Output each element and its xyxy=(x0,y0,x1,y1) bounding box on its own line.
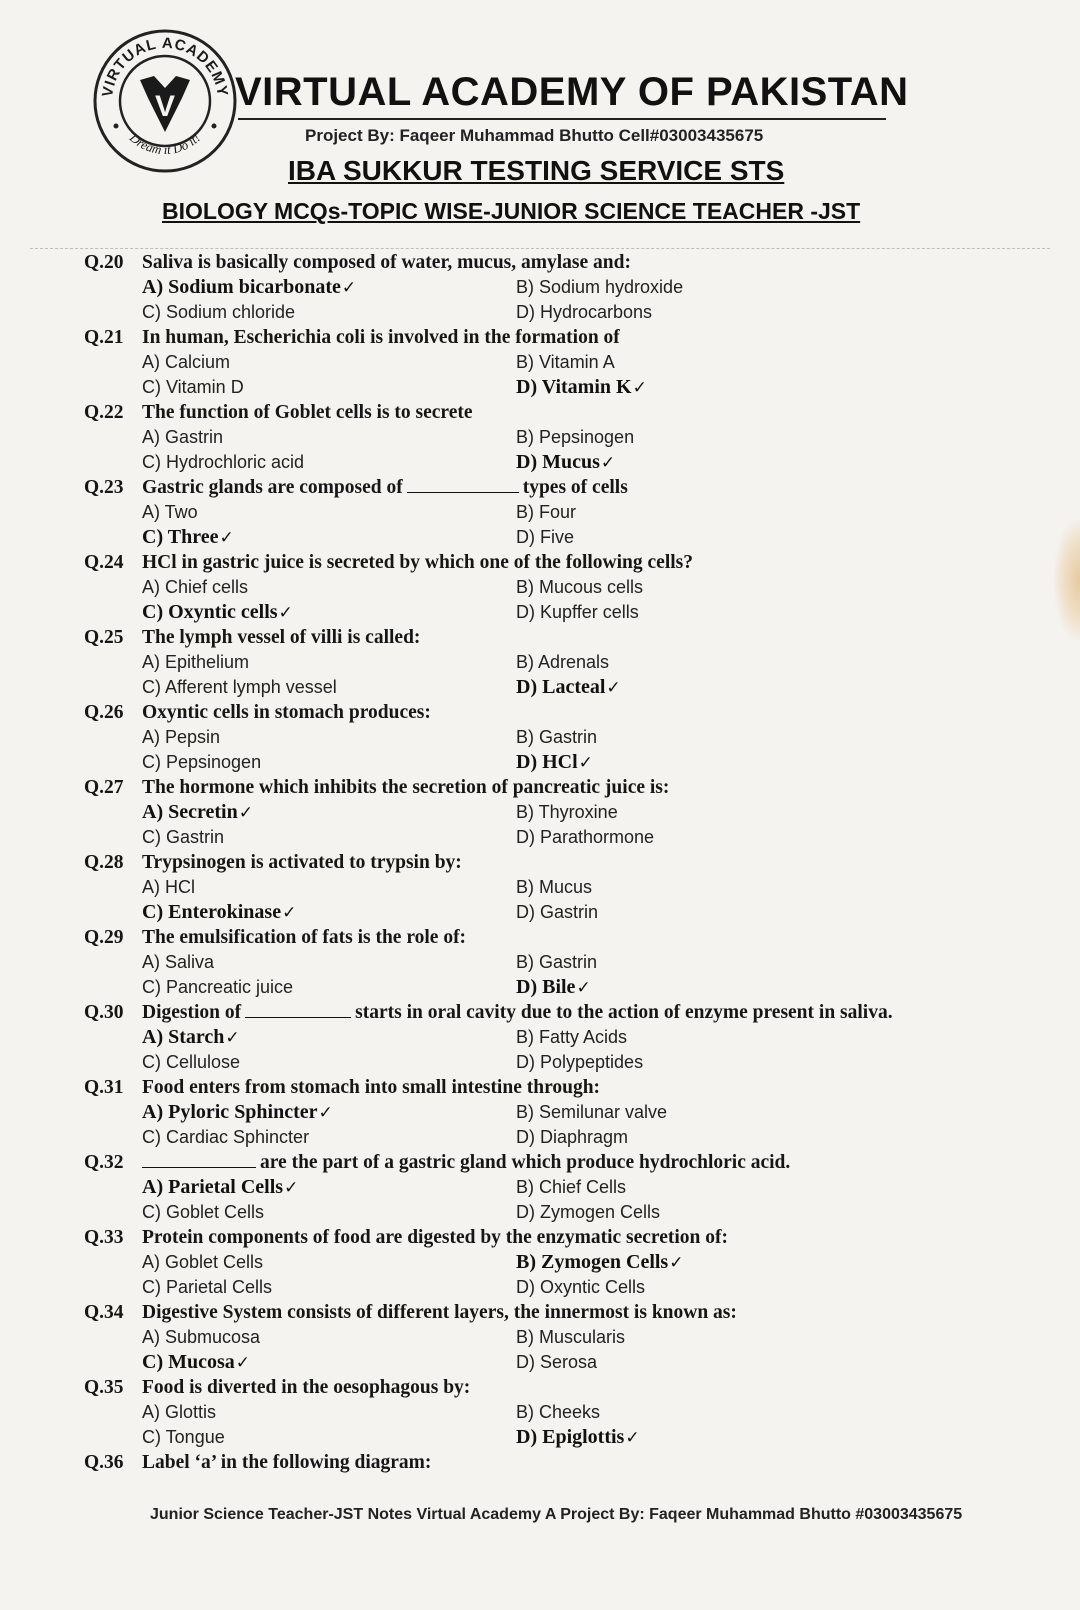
question-number: Q.34 xyxy=(84,1302,124,1323)
option-d xyxy=(516,1125,628,1150)
question-item xyxy=(0,925,1080,1000)
question-text: The lymph vessel of villi is called: xyxy=(142,627,421,648)
option-d xyxy=(516,375,647,401)
option-label: D) HCl xyxy=(516,751,578,773)
option-b xyxy=(516,500,576,525)
option-a xyxy=(142,500,198,525)
option-label: B) Mucus xyxy=(516,877,593,897)
checkmark-icon: ✓ xyxy=(606,678,621,698)
option-c xyxy=(142,1350,250,1376)
option-label: B) Fatty Acids xyxy=(516,1027,628,1047)
option-b xyxy=(516,1025,627,1050)
option-b xyxy=(516,1175,626,1200)
fill-in-blank xyxy=(245,1015,351,1018)
option-label: D) Lacteal xyxy=(516,676,606,698)
question-text-after-blank: types of cells xyxy=(522,477,628,498)
checkmark-icon: ✓ xyxy=(578,753,593,773)
option-a xyxy=(142,1400,216,1425)
option-b xyxy=(516,1250,683,1276)
option-label: D) Mucus xyxy=(516,451,600,473)
option-a xyxy=(142,875,195,900)
subject-heading: BIOLOGY MCQs-TOPIC WISE-JUNIOR SCIENCE TEACHER -JST xyxy=(162,198,861,224)
question-item xyxy=(0,775,1080,850)
question-text: Digestive System consists of different layers, the innermost is known as: xyxy=(142,1302,737,1323)
option-label: B) Chief Cells xyxy=(516,1177,627,1197)
option-d xyxy=(516,525,574,550)
fill-in-blank xyxy=(407,490,519,493)
option-label: D) Polypeptides xyxy=(516,1052,644,1072)
question-item xyxy=(0,475,1080,550)
option-label: A) Pyloric Sphincter xyxy=(142,1101,318,1123)
question-text: Trypsinogen is activated to trypsin by: xyxy=(142,852,462,873)
question-text: Label ‘a’ in the following diagram: xyxy=(142,1452,432,1473)
checkmark-icon: ✓ xyxy=(341,278,357,298)
checkmark-icon: ✓ xyxy=(284,1178,299,1198)
question-item xyxy=(0,550,1080,625)
question-number: Q.28 xyxy=(84,852,124,873)
option-label: C) Gastrin xyxy=(142,827,225,847)
option-label: A) Pepsin xyxy=(142,727,221,747)
option-d xyxy=(516,1350,597,1375)
option-label: C) Sodium chloride xyxy=(142,302,296,322)
option-c xyxy=(142,525,234,551)
option-label: A) Calcium xyxy=(142,352,231,372)
option-a xyxy=(142,1175,298,1201)
option-b xyxy=(516,800,618,825)
question-text xyxy=(142,1000,893,1025)
question-item xyxy=(0,625,1080,700)
checkmark-icon: ✓ xyxy=(282,903,297,923)
question-item xyxy=(0,1150,1080,1225)
option-label: C) Pancreatic juice xyxy=(142,977,294,997)
option-label: D) Gastrin xyxy=(516,902,599,922)
option-label: C) Three xyxy=(142,526,219,548)
question-item xyxy=(0,400,1080,475)
question-text-after-blank: are the part of a gastric gland which produce hydrochloric acid. xyxy=(260,1152,791,1173)
checkmark-icon: ✓ xyxy=(225,1028,240,1048)
option-label: C) Cardiac Sphincter xyxy=(142,1127,310,1147)
option-label: C) Vitamin D xyxy=(142,377,244,397)
option-c xyxy=(142,375,244,400)
question-number: Q.36 xyxy=(84,1452,124,1473)
option-label: C) Tongue xyxy=(142,1427,225,1447)
question-number: Q.32 xyxy=(84,1152,124,1173)
option-label: B) Sodium hydroxide xyxy=(516,277,684,297)
question-text: The emulsification of fats is the role of: xyxy=(142,927,467,948)
question-number: Q.23 xyxy=(84,477,124,498)
option-label: B) Thyroxine xyxy=(516,802,618,822)
question-number: Q.29 xyxy=(84,927,124,948)
option-label: A) Starch xyxy=(142,1026,225,1048)
option-d xyxy=(516,675,621,701)
option-label: C) Parietal Cells xyxy=(142,1277,273,1297)
option-a xyxy=(142,725,220,750)
question-text: In human, Escherichia coli is involved in the formation of xyxy=(142,327,620,348)
question-item xyxy=(0,325,1080,400)
option-label: A) Glottis xyxy=(142,1402,217,1422)
option-a xyxy=(142,800,253,826)
option-label: B) Vitamin A xyxy=(516,352,615,372)
option-b xyxy=(516,650,609,675)
question-number: Q.25 xyxy=(84,627,124,648)
question-item xyxy=(0,250,1080,325)
option-b xyxy=(516,1100,667,1125)
question-text-after-blank: starts in oral cavity due to the action of enzyme present in saliva. xyxy=(355,1002,893,1023)
question-number: Q.20 xyxy=(84,252,124,273)
option-label: B) Four xyxy=(516,502,577,522)
option-c xyxy=(142,975,293,1000)
option-label: D) Diaphragm xyxy=(516,1127,629,1147)
question-number: Q.24 xyxy=(84,552,124,573)
option-label: B) Cheeks xyxy=(516,1402,601,1422)
option-d xyxy=(516,1275,645,1300)
option-b xyxy=(516,275,683,300)
question-number: Q.26 xyxy=(84,702,124,723)
option-a xyxy=(142,950,214,975)
option-label: A) Two xyxy=(142,502,198,522)
option-label: C) Goblet Cells xyxy=(142,1202,265,1222)
checkmark-icon: ✓ xyxy=(278,603,293,623)
option-d xyxy=(516,975,591,1001)
option-label: B) Gastrin xyxy=(516,727,598,747)
option-label: A) Goblet Cells xyxy=(142,1252,264,1272)
page-footer: Junior Science Teacher-JST Notes Virtual Academy A Project By: Faqeer Muhammad Bhutto #03003435675 xyxy=(150,1506,963,1523)
logo-letter: V xyxy=(154,90,176,123)
option-label: C) Oxyntic cells xyxy=(142,601,278,623)
option-c xyxy=(142,600,293,626)
option-label: D) Oxyntic Cells xyxy=(516,1277,646,1297)
option-c xyxy=(142,750,261,775)
option-a xyxy=(142,1250,263,1275)
question-text xyxy=(142,1150,790,1175)
question-item xyxy=(0,1375,1080,1450)
option-label: D) Serosa xyxy=(516,1352,598,1372)
option-c xyxy=(142,1275,272,1300)
question-text-before-blank: Digestion of xyxy=(142,1002,242,1023)
option-c xyxy=(142,1125,309,1150)
option-b xyxy=(516,350,615,375)
option-label: B) Mucous cells xyxy=(516,577,644,597)
checkmark-icon: ✓ xyxy=(219,528,234,548)
option-b xyxy=(516,950,597,975)
option-d xyxy=(516,1200,660,1225)
checkmark-icon: ✓ xyxy=(576,978,591,998)
question-item xyxy=(0,1075,1080,1150)
question-list xyxy=(0,250,1080,1475)
question-text: Food is diverted in the oesophagous by: xyxy=(142,1377,471,1398)
option-label: C) Mucosa xyxy=(142,1351,235,1373)
option-label: A) Parietal Cells xyxy=(142,1176,284,1198)
option-a xyxy=(142,1100,333,1126)
option-a xyxy=(142,350,230,375)
option-b xyxy=(516,425,634,450)
question-text: Oxyntic cells in stomach produces: xyxy=(142,702,431,723)
question-item xyxy=(0,1450,1080,1475)
option-c xyxy=(142,900,296,926)
option-label: C) Pepsinogen xyxy=(142,752,262,772)
option-c xyxy=(142,1425,225,1450)
logo-ring-top-text: VIRTUAL ACADEMY xyxy=(99,34,231,99)
option-label: A) Submucosa xyxy=(142,1327,261,1347)
option-a xyxy=(142,275,356,301)
question-text: Protein components of food are digested by the enzymatic secretion of: xyxy=(142,1227,728,1248)
fill-in-blank xyxy=(142,1165,256,1168)
question-number: Q.30 xyxy=(84,1002,124,1023)
option-d xyxy=(516,1050,643,1075)
checkmark-icon: ✓ xyxy=(235,1353,251,1373)
question-text: HCl in gastric juice is secreted by which one of the following cells? xyxy=(142,552,693,573)
logo-ring-bottom-text: Dream it Do it! xyxy=(126,129,204,158)
option-label: A) HCl xyxy=(142,877,195,897)
option-a xyxy=(142,425,223,450)
option-a xyxy=(142,650,249,675)
option-label: B) Gastrin xyxy=(516,952,598,972)
option-d xyxy=(516,750,593,776)
option-label: D) Zymogen Cells xyxy=(516,1202,661,1222)
question-number: Q.22 xyxy=(84,402,124,423)
option-label: B) Adrenals xyxy=(516,652,610,672)
option-c xyxy=(142,300,295,325)
question-text-before-blank: Gastric glands are composed of xyxy=(142,477,403,498)
question-item xyxy=(0,700,1080,775)
question-number: Q.33 xyxy=(84,1227,124,1248)
option-d xyxy=(516,1425,640,1451)
question-text: Saliva is basically composed of water, mucus, amylase and: xyxy=(142,252,631,273)
option-a xyxy=(142,1025,240,1051)
question-number: Q.31 xyxy=(84,1077,124,1098)
option-b xyxy=(516,1325,625,1350)
option-label: D) Kupffer cells xyxy=(516,602,639,622)
option-label: C) Hydrochloric acid xyxy=(142,452,305,472)
checkmark-icon: ✓ xyxy=(238,803,253,823)
option-label: A) Sodium bicarbonate xyxy=(142,276,341,298)
option-label: C) Cellulose xyxy=(142,1052,241,1072)
svg-text:Dream it Do it! xyxy=(126,129,203,157)
option-label: B) Pepsinogen xyxy=(516,427,635,447)
option-label: A) Epithelium xyxy=(142,652,250,672)
question-text: The function of Goblet cells is to secrete xyxy=(142,402,473,423)
academy-title: VIRTUAL ACADEMY OF PAKISTAN xyxy=(235,70,909,114)
paper-stain xyxy=(1054,520,1080,640)
question-text xyxy=(142,475,628,500)
option-a xyxy=(142,575,248,600)
question-number: Q.27 xyxy=(84,777,124,798)
option-c xyxy=(142,450,304,475)
option-b xyxy=(516,725,597,750)
option-label: C) Enterokinase xyxy=(142,901,282,923)
option-label: D) Vitamin K xyxy=(516,376,632,398)
option-label: A) Chief cells xyxy=(142,577,249,597)
testing-service-heading: IBA SUKKUR TESTING SERVICE STS xyxy=(288,155,785,186)
option-label: B) Zymogen Cells xyxy=(516,1251,669,1273)
divider xyxy=(30,248,1050,249)
checkmark-icon: ✓ xyxy=(669,1253,684,1273)
option-c xyxy=(142,675,337,700)
option-c xyxy=(142,1200,264,1225)
option-label: A) Secretin xyxy=(142,801,238,823)
question-number: Q.21 xyxy=(84,327,124,348)
project-line: Project By: Faqeer Muhammad Bhutto Cell#03003435675 xyxy=(305,126,764,145)
option-d xyxy=(516,825,654,850)
question-item xyxy=(0,850,1080,925)
option-label: A) Saliva xyxy=(142,952,215,972)
checkmark-icon: ✓ xyxy=(625,1428,640,1448)
option-label: D) Parathormone xyxy=(516,827,655,847)
option-label: C) Afferent lymph vessel xyxy=(142,677,337,697)
checkmark-icon: ✓ xyxy=(600,453,616,473)
academy-logo xyxy=(92,28,238,174)
option-b xyxy=(516,1400,600,1425)
question-item xyxy=(0,1300,1080,1375)
option-label: D) Hydrocarbons xyxy=(516,302,653,322)
option-label: B) Muscularis xyxy=(516,1327,626,1347)
checkmark-icon: ✓ xyxy=(318,1103,333,1123)
option-label: B) Semilunar valve xyxy=(516,1102,668,1122)
option-d xyxy=(516,600,639,625)
option-c xyxy=(142,1050,240,1075)
question-item xyxy=(0,1000,1080,1075)
option-label: D) Five xyxy=(516,527,574,547)
option-b xyxy=(516,575,643,600)
question-text: Food enters from stomach into small intestine through: xyxy=(142,1077,601,1098)
option-label: A) Gastrin xyxy=(142,427,224,447)
option-d xyxy=(516,300,652,325)
question-text: The hormone which inhibits the secretion of pancreatic juice is: xyxy=(142,777,670,798)
option-b xyxy=(516,875,592,900)
title-underline xyxy=(238,118,886,120)
option-label: D) Epiglottis xyxy=(516,1426,625,1448)
option-d xyxy=(516,900,598,925)
option-a xyxy=(142,1325,260,1350)
option-c xyxy=(142,825,224,850)
checkmark-icon: ✓ xyxy=(632,378,647,398)
option-d xyxy=(516,450,615,476)
option-label: D) Bile xyxy=(516,976,576,998)
question-number: Q.35 xyxy=(84,1377,124,1398)
question-item xyxy=(0,1225,1080,1300)
